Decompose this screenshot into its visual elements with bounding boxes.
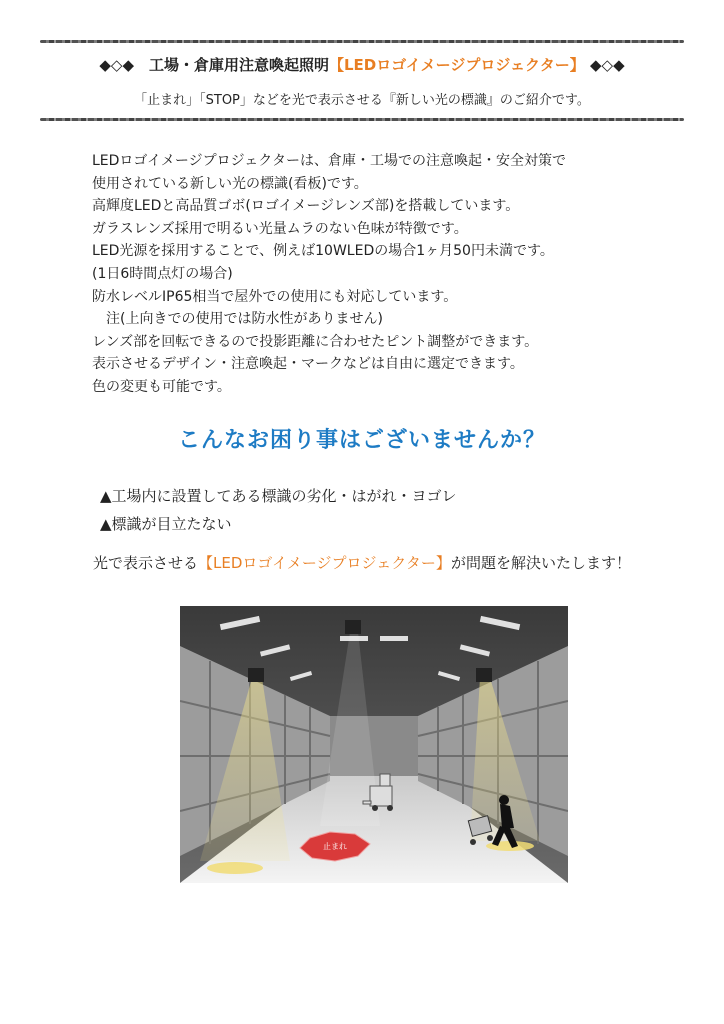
description-line: 防水レベルIP65相当で屋外での使用にも対応しています。 — [92, 288, 458, 305]
page-title — [0, 54, 724, 75]
top-divider — [40, 40, 684, 43]
description-line: 高輝度LEDと高品質ゴボ(ロゴイメージレンズ部)を搭載しています。 — [92, 198, 520, 215]
description-line: ガラスレンズ採用で明るい光量ムラのない色味が特徴です。 — [92, 220, 468, 237]
solution-suffix: が問題を解決いたします！ — [450, 554, 631, 572]
description-line: 使用されている新しい光の標識(看板)です。 — [92, 175, 368, 192]
problem-list — [100, 482, 457, 538]
title-suffix: ◆◇◆ — [590, 56, 625, 74]
solution-highlight: 【LEDロゴイメージプロジェクター】 — [198, 554, 451, 572]
description-line: 色の変更も可能です。 — [92, 378, 231, 395]
description-block — [92, 150, 672, 399]
floor-sign-text: 止まれ — [323, 842, 347, 851]
title-highlight: 【LEDロゴイメージプロジェクター】 — [329, 56, 585, 74]
bottom-divider — [40, 118, 684, 121]
solution-prefix: 光で表示させる — [93, 554, 199, 572]
description-line: LEDロゴイメージプロジェクターは、倉庫・工場での注意喚起・安全対策で — [92, 153, 567, 169]
description-line: レンズ部を回転できるので投影距離に合わせたピント調整ができます。 — [92, 333, 539, 350]
problem-item: ▲工場内に設置してある標識の劣化・はがれ・ヨゴレ — [100, 487, 457, 505]
title-prefix: ◆◇◆ 工場・倉庫用注意喚起照明 — [99, 56, 329, 74]
question-heading: こんなお困り事はございませんか？ — [177, 428, 546, 453]
problem-item: ▲標識が目立たない — [100, 515, 232, 533]
page-subtitle: 「止まれ」「STOP」などを光で表示させる『新しい光の標識』のご紹介です。 — [134, 93, 590, 108]
description-line: 注(上向きでの使用では防水性がありません) — [92, 311, 383, 328]
warehouse-illustration — [180, 606, 568, 883]
description-line: 表示させるデザイン・注意喚起・マークなどは自由に選定できます。 — [92, 356, 524, 373]
description-line: LED光源を採用することで、例えば10WLEDの場合1ヶ月50円未満です。 — [92, 243, 554, 260]
solution-statement — [0, 552, 724, 573]
description-line: (1日6時間点灯の場合) — [92, 265, 233, 282]
projector-icon — [248, 668, 264, 682]
